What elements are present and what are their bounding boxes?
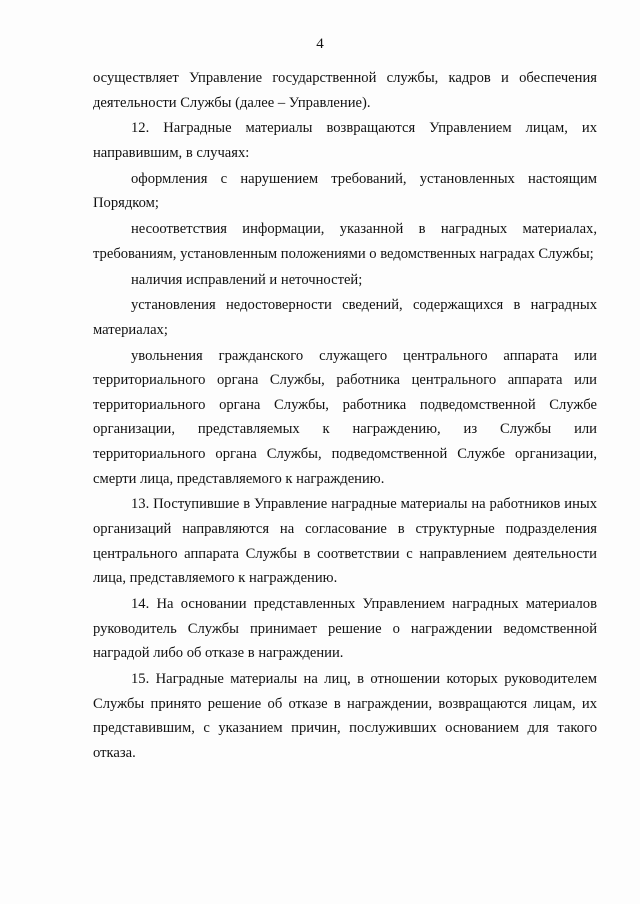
paragraph-subitem: несоответствия информации, указанной в наградных материалах, требованиям, установленным положениями о ведомственных наградах Службы; (93, 221, 597, 262)
paragraph-item-14: 14. На основании представленных Управлением наградных материалов руководитель Службы принимает решение о награждении ведомственной наградой либо об отказе в награждении. (93, 595, 597, 662)
paragraph-continuation: осуществляет Управление государственной службы, кадров и обеспечения деятельности Службы (далее – Управление). (93, 70, 597, 111)
paragraph-item-12: 12. Наградные материалы возвращаются Управлением лицам, их направившим, в случаях: (93, 120, 597, 161)
document-body (93, 66, 597, 767)
paragraph-item-13: 13. Поступившие в Управление наградные материалы на работников иных организаций направляются на согласование в структурные подразделения центрального аппарата Службы в соответствии с направлением деятельности лица, представляемого к награждению. (93, 496, 597, 587)
paragraph-subitem: установления недостоверности сведений, содержащихся в наградных материалах; (93, 297, 597, 338)
paragraph-subitem: наличия исправлений и неточностей; (131, 271, 363, 288)
paragraph-item-15: 15. Наградные материалы на лиц, в отношении которых руководителем Службы принято решение об отказе в награждении, возвращаются лицам, их представившим, с указанием причин, послуживших основанием для такого отказа. (93, 670, 597, 761)
paragraph-subitem: оформления с нарушением требований, установленных настоящим Порядком; (93, 170, 597, 212)
page-number: 4 (316, 36, 324, 52)
paragraph-subitem: увольнения гражданского служащего центрального аппарата или территориального органа Службы, работника центрального аппарата или территориального органа Службы, работника подведомственной Службе организации, представляемых к награждению, из Службы или территориального органа Службы, подведомственной Службе организации, смерти лица, представляемого к награждению. (93, 347, 597, 487)
